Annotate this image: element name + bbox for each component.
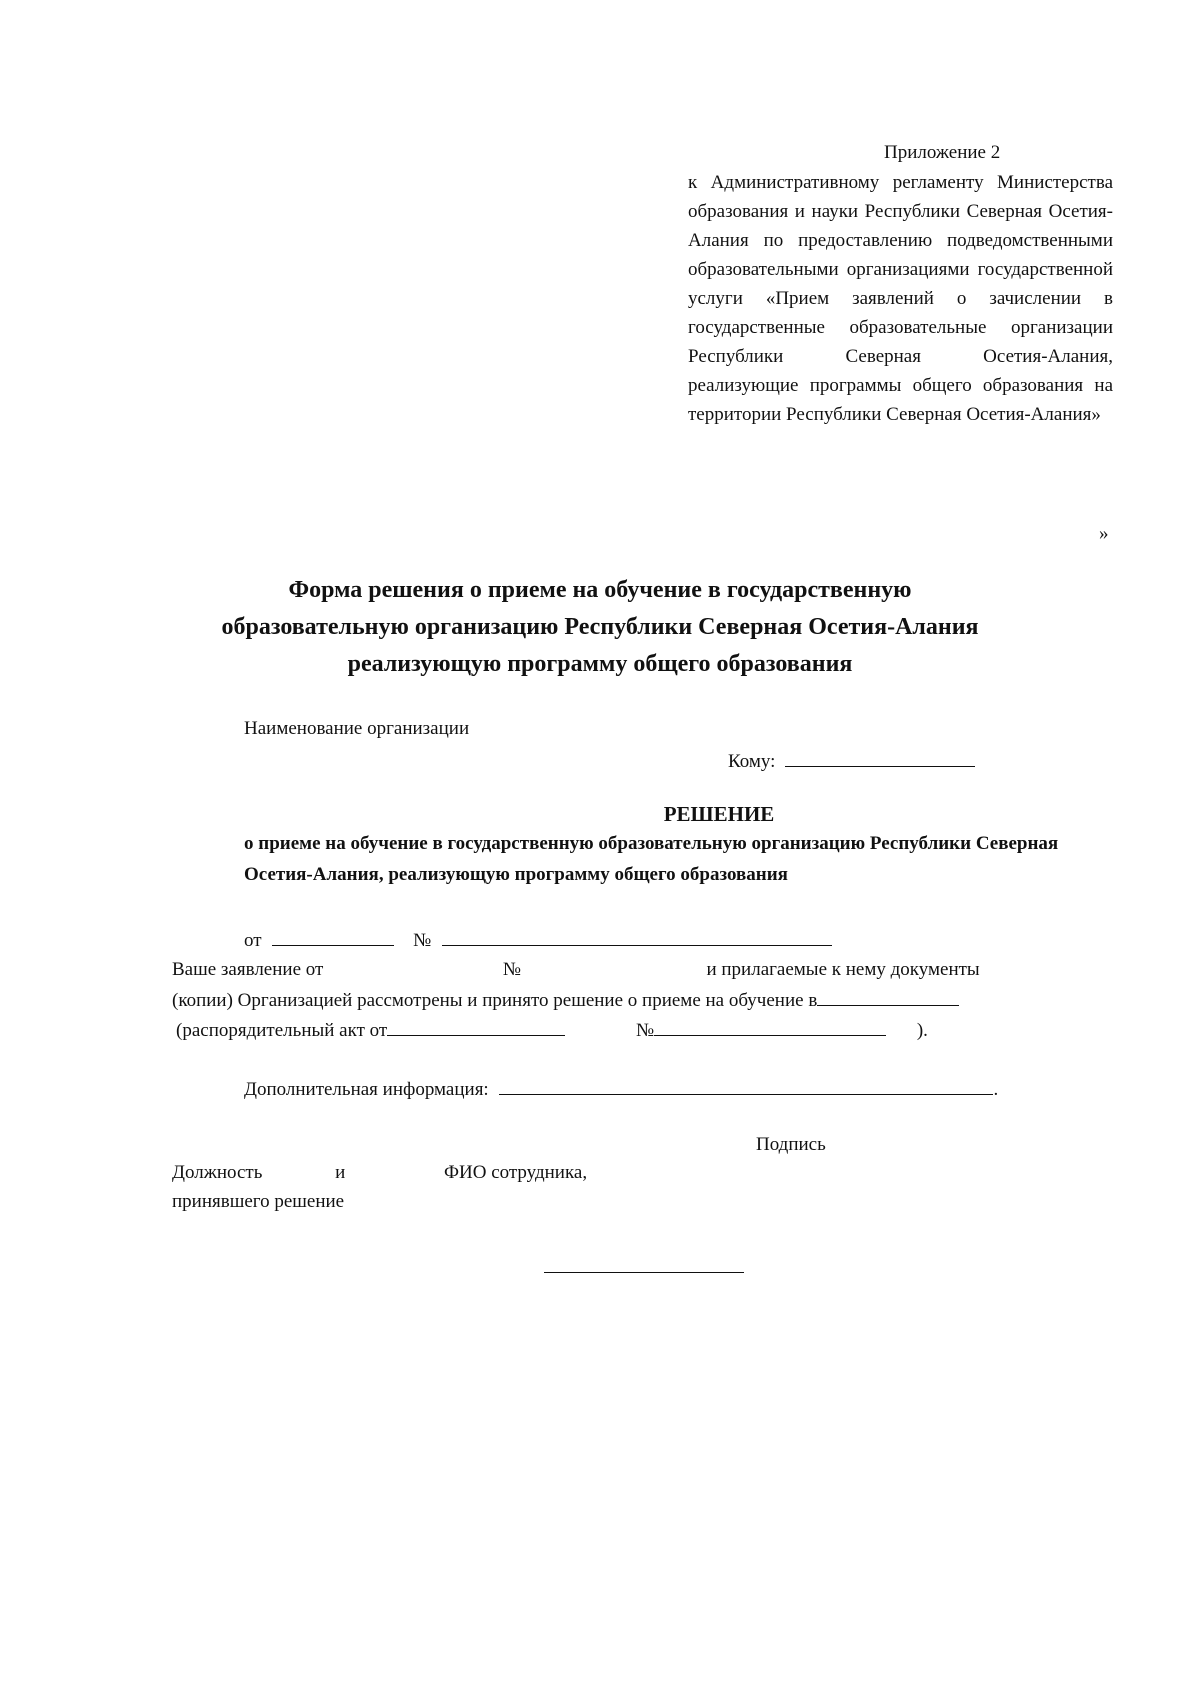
position-label-part2: принявшего решение xyxy=(172,1191,345,1212)
annex-title: Приложение 2 xyxy=(884,142,1001,163)
recipient-label: Кому: xyxy=(728,751,776,772)
attached-docs-label: и прилагаемые к нему документы xyxy=(706,959,980,980)
annex-closing-mark: » xyxy=(1099,523,1109,544)
copies-row xyxy=(172,985,959,1015)
institution-blank[interactable] xyxy=(817,985,959,1006)
decision-heading: РЕШЕНИЕ xyxy=(663,802,775,826)
position-label xyxy=(172,1158,345,1187)
extra-info-blank[interactable] xyxy=(499,1074,993,1095)
recipient-blank[interactable] xyxy=(785,744,975,767)
signature-label: Подпись xyxy=(756,1134,826,1155)
application-row xyxy=(172,955,980,984)
extra-info-row xyxy=(244,1074,998,1104)
act-close: ). xyxy=(916,1020,928,1041)
extra-info-end: . xyxy=(993,1079,999,1100)
decision-date-blank[interactable] xyxy=(272,925,394,946)
employee-label: ФИО сотрудника, xyxy=(444,1162,588,1183)
organization-name-label: Наименование организации xyxy=(244,718,470,739)
copies-text: (копии) Организацией рассмотрены и принято решение о приеме на обучение в xyxy=(172,990,818,1011)
act-row xyxy=(176,1015,928,1045)
position-and: и xyxy=(335,1162,346,1183)
extra-info-label: Дополнительная информация: xyxy=(244,1079,489,1100)
act-number-sign: № xyxy=(635,1020,655,1041)
document-title: Форма решения о приеме на обучение в государственную образовательную организацию Республики Северная Осетия-Алания реализующую программу общего образования xyxy=(221,577,979,677)
position-label-part1: Должность xyxy=(172,1162,263,1183)
recipient-field xyxy=(728,744,975,776)
act-label: (распорядительный акт от xyxy=(176,1020,388,1041)
application-number-sign: № xyxy=(502,959,521,980)
act-date-blank[interactable] xyxy=(387,1015,565,1036)
from-label: от xyxy=(244,930,262,951)
decision-number-blank[interactable] xyxy=(442,925,832,946)
decision-date-row xyxy=(244,925,832,955)
act-number-blank[interactable] xyxy=(654,1015,886,1036)
application-label: Ваше заявление от xyxy=(172,959,324,980)
annex-body: к Административному регламенту Министерства образования и науки Республики Северная Осетия-Алания по предоставлению подведомственными образовательными организациями государственной услуги «Прием заявлений о зачислении в государственные образовательные организации Республики Северная Осетия-Алания, реализующие программы общего образования на территории Республики Северная Осетия-Алания» xyxy=(688,172,1113,425)
number-sign: № xyxy=(413,930,432,951)
decision-subtitle: о приеме на обучение в государственную образовательную организацию Республики Северная Осетия-Алания, реализующую программу общего образования xyxy=(244,833,1059,885)
signature-line[interactable] xyxy=(544,1272,744,1273)
